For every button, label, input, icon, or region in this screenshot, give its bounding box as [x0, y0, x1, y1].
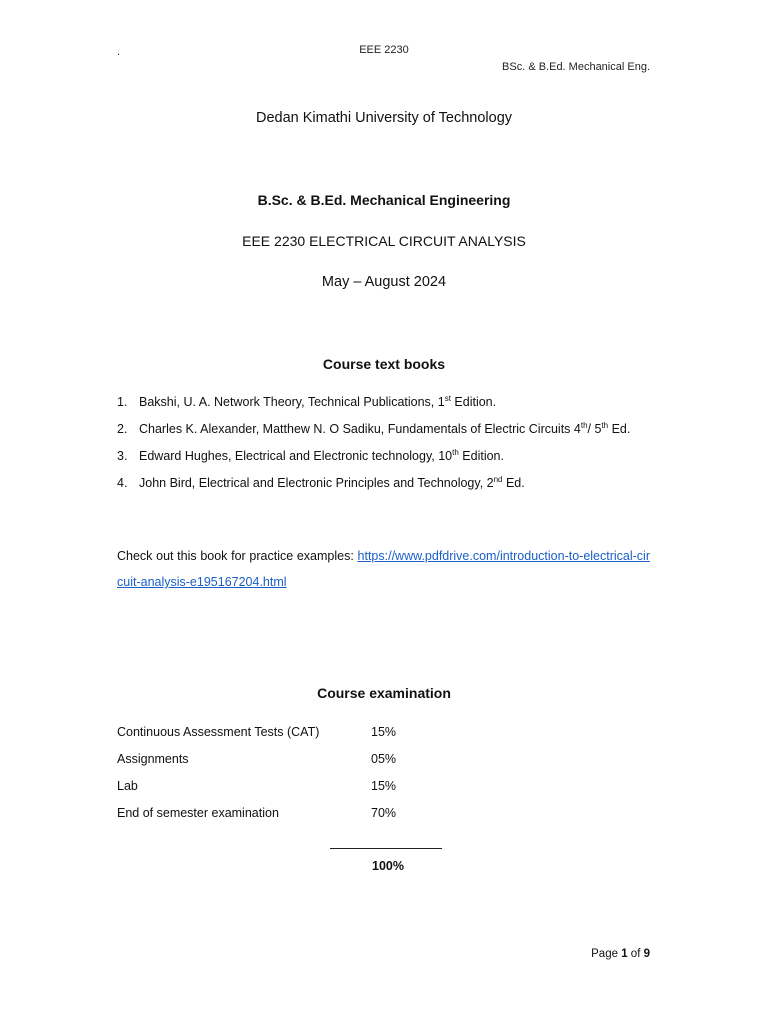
textbook-number: 4.: [117, 476, 128, 490]
textbook-text: Charles K. Alexander, Matthew N. O Sadiku, Fundamentals of Electric Circuits 4: [139, 422, 581, 436]
exam-row: [117, 725, 517, 752]
textbook-sup: st: [444, 393, 451, 403]
textbook-text-end: Edition.: [450, 395, 497, 409]
practice-link[interactable]: https://www.pdfdrive.com/introduction-to-electrical-circuit-analysis-e195167204.html: [117, 549, 650, 589]
textbook-text: John Bird, Electrical and Electronic Principles and Technology, 2: [139, 476, 494, 490]
textbook-number: 1.: [117, 395, 128, 409]
exam-percent: 70%: [371, 806, 397, 820]
exam-label: Lab: [117, 779, 138, 793]
exam-total: 100%: [372, 859, 404, 873]
program-title: B.Sc. & B.Ed. Mechanical Engineering: [257, 192, 511, 208]
examination-heading: Course examination: [317, 685, 451, 701]
textbook-text: Edward Hughes, Electrical and Electronic technology, 10: [139, 449, 453, 463]
page-number: [591, 948, 650, 960]
exam-percent: 05%: [371, 752, 397, 766]
header-course-code: EEE 2230: [359, 44, 409, 56]
exam-row: [117, 752, 517, 779]
exam-percent: 15%: [371, 725, 397, 739]
textbook-text-mid: / 5: [587, 422, 602, 436]
textbook-item: [117, 476, 630, 503]
textbook-item: [117, 449, 630, 476]
header-dot: .: [117, 46, 121, 58]
textbook-text-end: Ed.: [502, 476, 525, 490]
of-word: of: [630, 948, 641, 960]
textbook-sup: nd: [493, 474, 503, 484]
textbook-sup: th: [452, 447, 459, 457]
textbook-number: 2.: [117, 422, 128, 436]
textbook-item: [117, 395, 630, 422]
course-term: May – August 2024: [321, 274, 447, 290]
textbook-number: 3.: [117, 449, 128, 463]
total-divider: [330, 848, 442, 849]
textbook-text-end: Edition.: [458, 449, 504, 463]
textbooks-heading: Course text books: [322, 356, 446, 372]
course-title: EEE 2230 ELECTRICAL CIRCUIT ANALYSIS: [242, 233, 526, 249]
textbook-text: Bakshi, U. A. Network Theory, Technical Publications, 1: [139, 395, 445, 409]
textbook-sup: th: [580, 420, 588, 430]
practice-paragraph: [117, 543, 650, 595]
exam-percent: 15%: [371, 779, 397, 793]
current-page: 1: [621, 948, 628, 960]
textbooks-list: [117, 395, 630, 503]
page-word: Page: [591, 948, 618, 960]
textbook-text-end: Ed.: [608, 422, 631, 436]
exam-label: Assignments: [117, 752, 189, 766]
exam-row: [117, 806, 517, 833]
exam-label: Continuous Assessment Tests (CAT): [117, 725, 320, 739]
exam-label: End of semester examination: [117, 806, 279, 820]
textbook-item: [117, 422, 630, 449]
practice-text: Check out this book for practice examples:: [117, 549, 358, 563]
exam-row: [117, 779, 517, 806]
header-program: BSc. & B.Ed. Mechanical Eng.: [502, 61, 650, 73]
institution-name: Dedan Kimathi University of Technology: [255, 110, 513, 126]
textbook-sup: th: [601, 420, 609, 430]
total-pages: 9: [643, 948, 650, 960]
examination-table: [117, 725, 517, 833]
